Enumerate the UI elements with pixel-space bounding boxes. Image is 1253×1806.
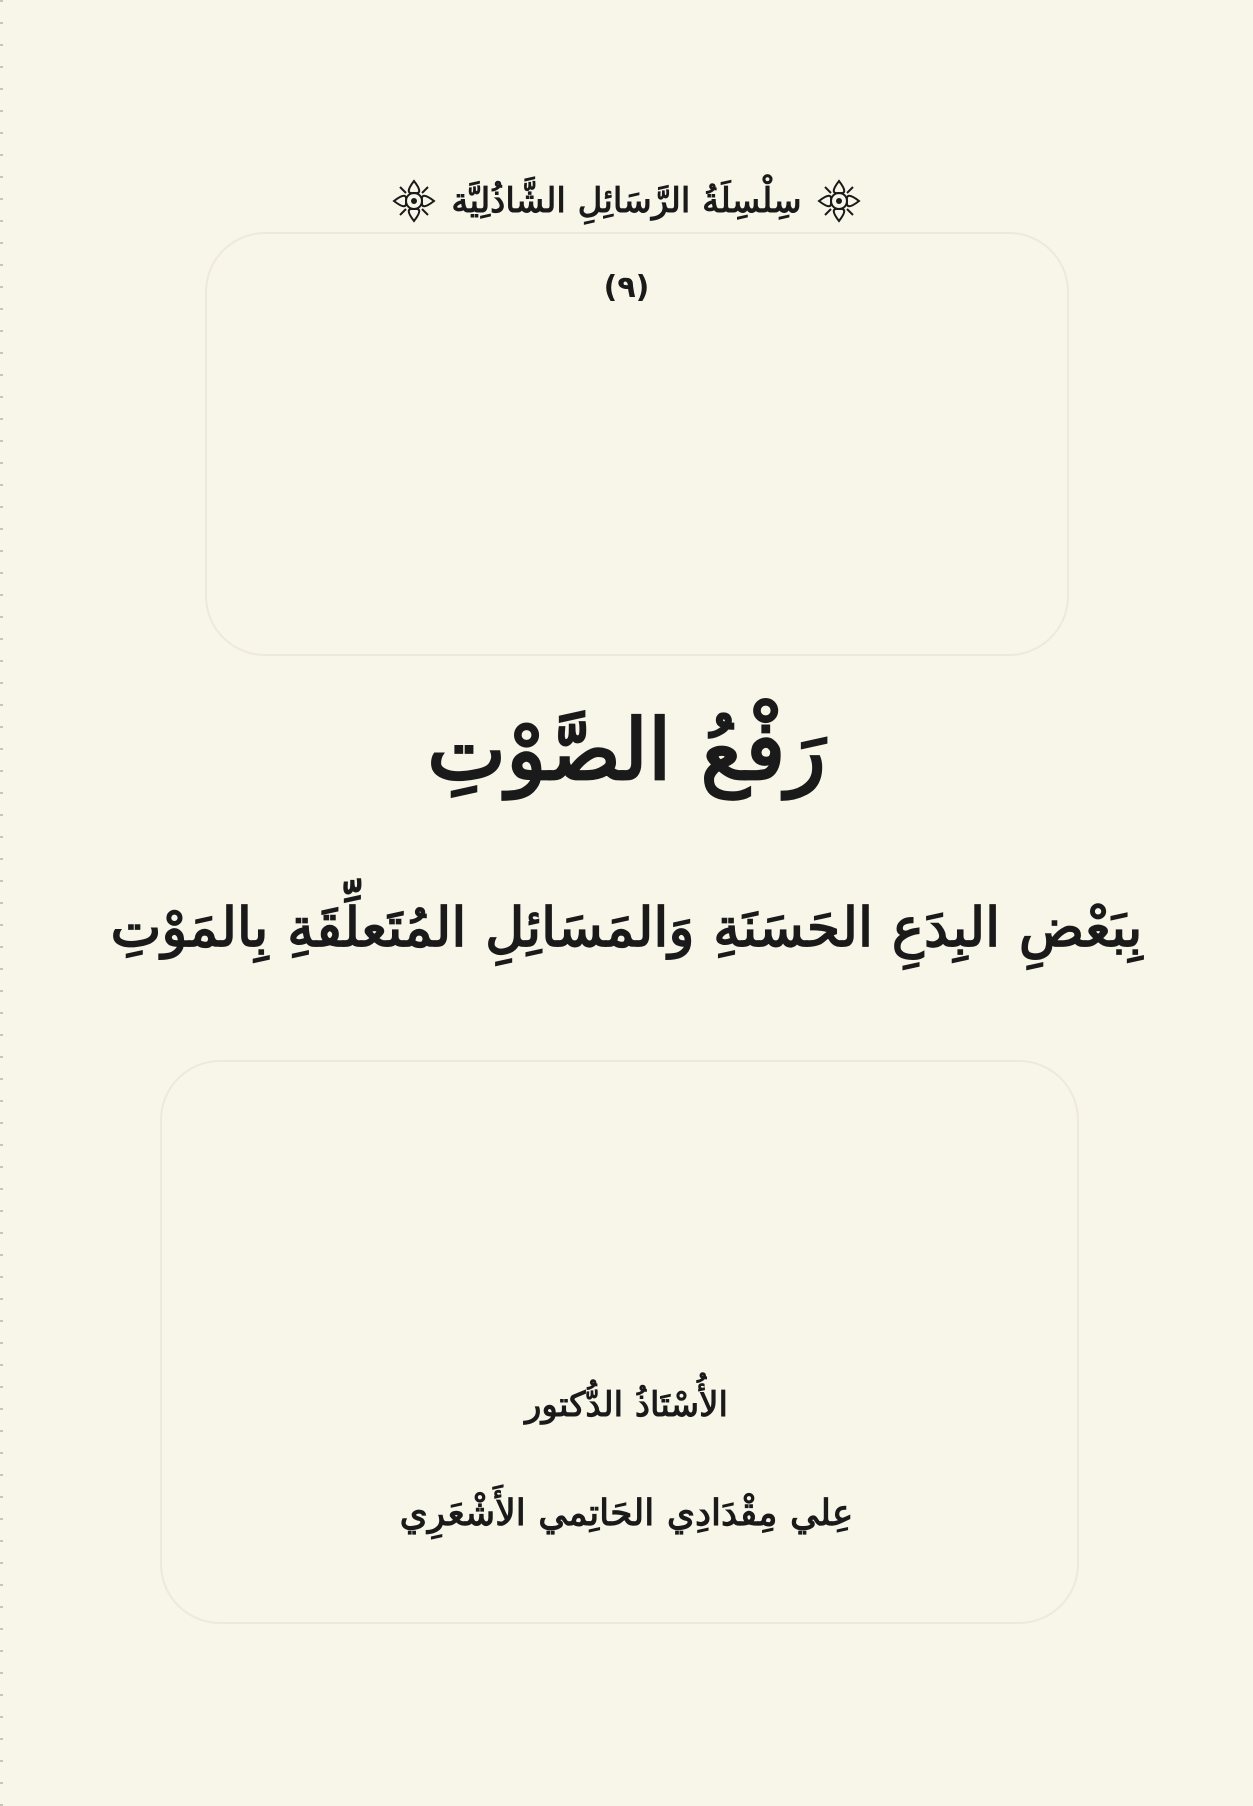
book-title: رَفْعُ الصَّوْتِ — [427, 700, 826, 799]
book-subtitle: بِبَعْضِ البِدَعِ الحَسَنَةِ وَالمَسَائِلِ المُتَعلِّقَةِ بِالمَوْتِ — [110, 895, 1143, 959]
author-academic-title: الأُسْتَاذُ الدُّكتور — [524, 1385, 728, 1425]
series-number: (٩) — [603, 270, 650, 305]
floral-ornament-icon — [816, 178, 862, 224]
author-name: عِلي مِقْدَادِي الحَاتِمي الأَشْعَرِي — [399, 1492, 854, 1534]
show-through-box-bottom — [160, 1060, 1079, 1624]
floral-ornament-icon — [391, 178, 437, 224]
series-header — [0, 178, 1253, 224]
series-title: سِلْسِلَةُ الرَّسَائِلِ الشَّاذُلِيَّة — [451, 181, 802, 221]
